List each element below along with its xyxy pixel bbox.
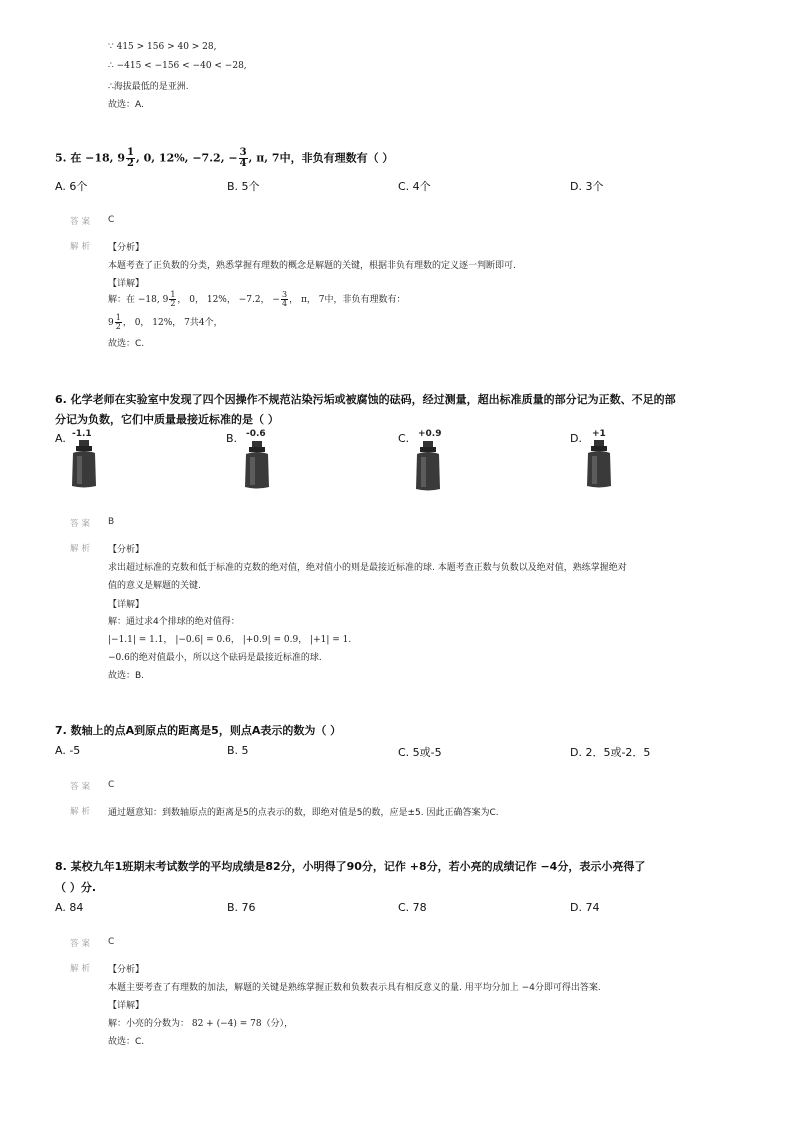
prev-line-1: ∵ 415 > 156 > 40 > 28, xyxy=(108,42,217,52)
q7-analysis-label: 解析 xyxy=(70,807,94,817)
q6-analysis-3: 值的意义是解题的关键. xyxy=(108,581,201,591)
q5-analysis-5: 9 $\frac{1}{2}$ ， 0， 12%， 7共4个， xyxy=(108,313,223,331)
q8-analysis-5: 故选：C. xyxy=(108,1037,145,1047)
q5-analysis-1: 【分析】 xyxy=(108,243,145,253)
q6-option-b-value: -0.6 xyxy=(246,429,266,439)
q5-answer-label: 答案 xyxy=(70,217,94,227)
q6-analysis-7: −0.6的绝对值最小，所以这个砝码是最接近标准的球. xyxy=(108,653,322,663)
q5-analysis-2: 本题考查了正负数的分类，熟悉掌握有理数的概念是解题的关键，根据非负有理数的定义逐一判断即可. xyxy=(108,261,516,271)
q6-option-c-value: +0.9 xyxy=(418,429,442,439)
q6-answer-label: 答案 xyxy=(70,519,94,529)
q6-option-d-value: +1 xyxy=(592,429,606,439)
q5-option-a: A. 6个 xyxy=(55,180,88,193)
q8-option-a: A. 84 xyxy=(55,901,84,914)
q5-analysis-label: 解析 xyxy=(70,242,94,252)
q7-option-c: C. 5或-5 xyxy=(398,746,442,759)
q6-analysis-1: 【分析】 xyxy=(108,545,145,555)
q6-answer: B xyxy=(108,517,115,527)
q7-answer-label: 答案 xyxy=(70,782,94,792)
q6-analysis-2: 求出超过标准的克数和低于标准的克数的绝对值，绝对值小的则是最接近标准的球. 本题考查正数与负数以及绝对值，熟练掌握绝对 xyxy=(108,563,627,573)
q8-analysis-4: 解：小亮的分数为： 82 + (−4) = 78（分）， xyxy=(108,1019,294,1029)
q6-analysis-4: 【详解】 xyxy=(108,600,145,610)
q5-answer: C xyxy=(108,215,115,225)
q5-stem: 5. 在 −18, 9 $\frac{1}{2}$ , 0, 12%, −7.2, − $\frac{3}{4}$ , π, 7中，非负有理数有（ ） xyxy=(55,147,394,169)
prev-line-3: ∴海拔最低的是亚洲. xyxy=(108,82,189,92)
q6-option-d-letter: D. xyxy=(570,432,582,445)
q5-analysis-4: 解：在 −18, 9 $\frac{1}{2}$ ， 0， 12%， −7.2， − $\frac{3}{4}$ ， π， 7中，非负有理数有： xyxy=(108,290,406,308)
q5-option-d: D. 3个 xyxy=(570,180,604,193)
q6-option-a-letter: A. xyxy=(55,432,66,445)
q6-stem-2: 分记为负数，它们中质量最接近标准的是（ ） xyxy=(55,413,279,426)
q7-stem: 7. 数轴上的点A到原点的距离是5，则点A表示的数为（ ） xyxy=(55,724,342,737)
q5-option-b: B. 5个 xyxy=(227,180,260,193)
weight-icon xyxy=(70,440,98,492)
q8-stem-1: 8. 某校九年1班期末考试数学的平均成绩是82分，小明得了90分，记作 +8分，若小亮的成绩记作 −4分，表示小亮得了 xyxy=(55,860,646,873)
q8-option-d: D. 74 xyxy=(570,901,600,914)
q6-option-a-value: -1.1 xyxy=(72,429,92,439)
q8-option-c: C. 78 xyxy=(398,901,427,914)
q8-stem-2: （ ）分. xyxy=(55,881,97,894)
q5-option-c: C. 4个 xyxy=(398,180,431,193)
q8-analysis-2: 本题主要考查了有理数的加法，解题的关键是熟练掌握正数和负数表示具有相反意义的量. 用平均分加上 −4分即可得出答案. xyxy=(108,983,601,993)
q5-analysis-6: 故选：C. xyxy=(108,339,145,349)
q6-option-c-letter: C. xyxy=(398,432,410,445)
q8-analysis-1: 【分析】 xyxy=(108,965,145,975)
q7-analysis-1: 通过题意知：到数轴原点的距离是5的点表示的数，即绝对值是5的数，应是±5. 因此正确答案为C. xyxy=(108,808,499,818)
q8-analysis-3: 【详解】 xyxy=(108,1001,145,1011)
q6-analysis-6: |−1.1| = 1.1， |−0.6| = 0.6， |+0.9| = 0.9， |+1| = 1. xyxy=(108,635,352,645)
q8-answer: C xyxy=(108,937,115,947)
q6-stem-1: 6. 化学老师在实验室中发现了四个因操作不规范沾染污垢或被腐蚀的砝码，经过测量，超出标准质量的部分记为正数、不足的部 xyxy=(55,393,676,406)
q6-analysis-5: 解：通过求4个排球的绝对值得： xyxy=(108,617,240,627)
weight-icon xyxy=(585,440,613,492)
q8-analysis-label: 解析 xyxy=(70,964,94,974)
weight-icon xyxy=(243,441,271,493)
q7-answer: C xyxy=(108,780,115,790)
q5-analysis-3: 【详解】 xyxy=(108,279,145,289)
prev-line-2: ∴ −415 < −156 < −40 < −28, xyxy=(108,61,247,71)
q6-option-b-letter: B. xyxy=(226,432,238,445)
q8-option-b: B. 76 xyxy=(227,901,256,914)
q7-option-d: D. 2．5或-2．5 xyxy=(570,746,651,759)
q7-option-b: B. 5 xyxy=(227,744,249,757)
q7-option-a: A. -5 xyxy=(55,744,81,757)
prev-line-4: 故选：A. xyxy=(108,100,144,110)
q6-analysis-label: 解析 xyxy=(70,544,94,554)
q8-answer-label: 答案 xyxy=(70,939,94,949)
q6-analysis-8: 故选：B. xyxy=(108,671,145,681)
weight-icon xyxy=(414,441,442,495)
